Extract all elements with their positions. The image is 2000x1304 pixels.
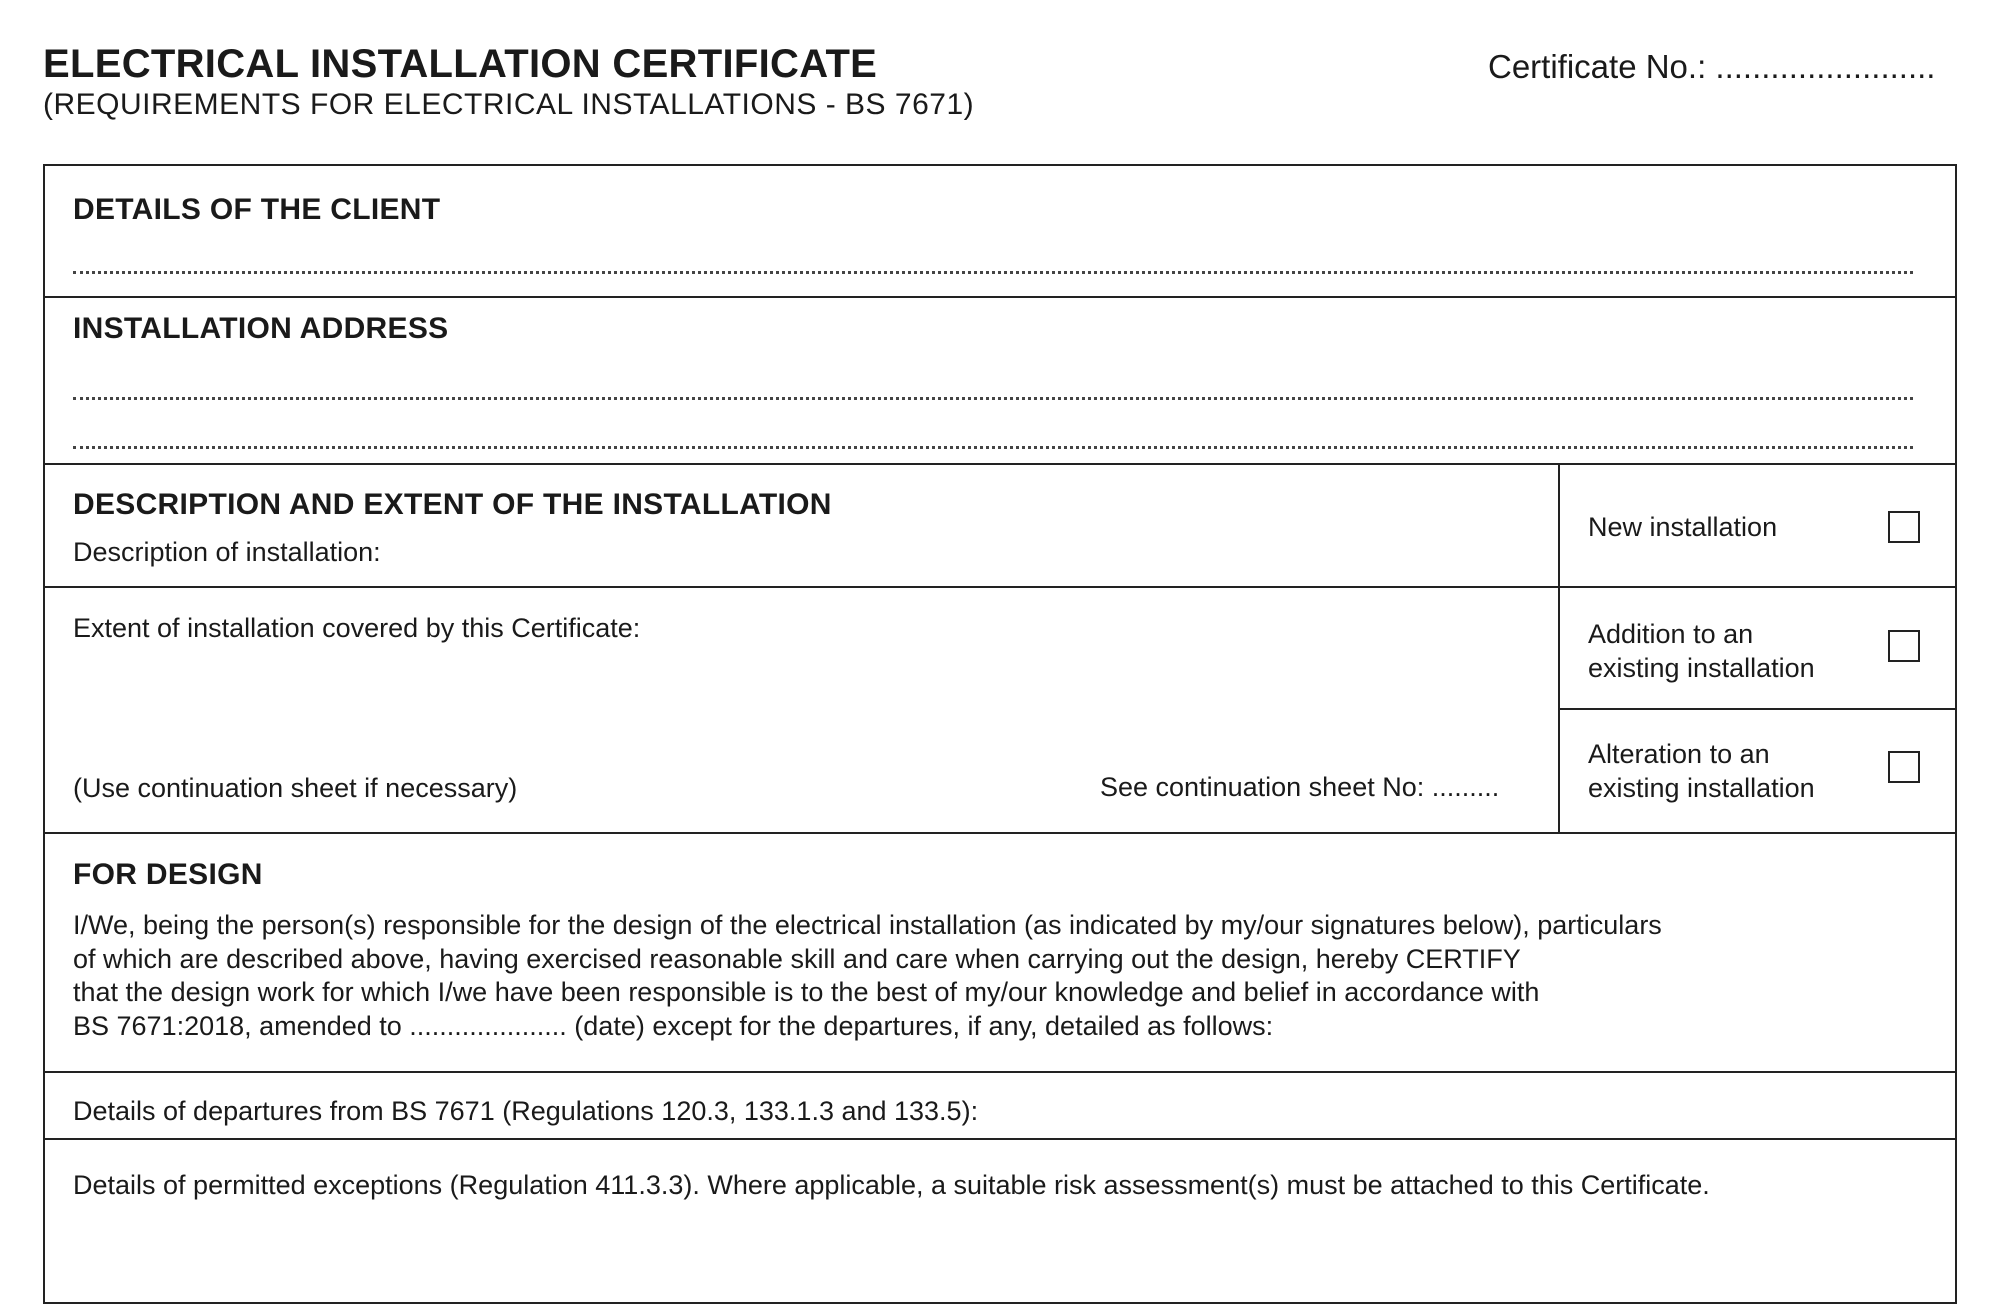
permitted-exceptions-label: Details of permitted exceptions (Regulation 411.3.3). Where applicable, a suitable risk assessment(s) must be attached to this Certificate. [73, 1170, 1710, 1200]
continuation-sheet-number[interactable]: See continuation sheet No: ......... [1100, 772, 1500, 802]
design-declaration-line: I/We, being the person(s) responsible for the design of the electrical installation (as indicated by my/our signatures below), particulars [73, 910, 1662, 940]
departures-label: Details of departures from BS 7671 (Regulations 120.3, 133.1.3 and 133.5): [73, 1096, 979, 1126]
divider [45, 296, 1955, 298]
divider [45, 832, 1955, 834]
certificate-form [43, 164, 1957, 1304]
for-design-heading: FOR DESIGN [73, 858, 263, 891]
certificate-number-field[interactable]: Certificate No.: ........................ [1488, 48, 1936, 85]
new-installation-checkbox[interactable] [1888, 511, 1920, 543]
new-installation-label: New installation [1588, 512, 1778, 542]
client-details-heading: DETAILS OF THE CLIENT [73, 193, 441, 226]
client-name-line[interactable] [73, 271, 1913, 274]
address-line-1[interactable] [73, 397, 1913, 400]
installation-address-heading: INSTALLATION ADDRESS [73, 312, 449, 345]
alteration-label-line-2: existing installation [1588, 773, 1815, 803]
divider [45, 1071, 1955, 1073]
divider [1558, 708, 1955, 710]
alteration-installation-checkbox[interactable] [1888, 751, 1920, 783]
description-heading: DESCRIPTION AND EXTENT OF THE INSTALLATION [73, 488, 832, 521]
addition-label-line-2: existing installation [1588, 653, 1815, 683]
divider [45, 1138, 1955, 1140]
divider [45, 586, 1955, 588]
design-declaration-line: BS 7671:2018, amended to ..................... (date) except for the departures, if any, detailed as follows: [73, 1010, 1274, 1041]
design-declaration-line: of which are described above, having exercised reasonable skill and care when carrying out the design, hereby CERTIFY [73, 943, 1521, 974]
extent-label: Extent of installation covered by this Certificate: [73, 613, 641, 643]
alteration-label-line-1: Alteration to an [1588, 739, 1770, 769]
address-line-2[interactable] [73, 446, 1913, 449]
description-label: Description of installation: [73, 537, 381, 567]
design-declaration [73, 909, 1823, 1043]
certificate-title: ELECTRICAL INSTALLATION CERTIFICATE [43, 42, 878, 86]
divider [45, 463, 1955, 465]
addition-installation-checkbox[interactable] [1888, 630, 1920, 662]
certificate-subtitle: (REQUIREMENTS FOR ELECTRICAL INSTALLATIONS - BS 7671) [43, 88, 975, 121]
continuation-note: (Use continuation sheet if necessary) [73, 773, 518, 803]
column-divider [1558, 463, 1560, 834]
design-declaration-line: that the design work for which I/we have been responsible is to the best of my/our knowledge and belief in accordance with [73, 977, 1540, 1007]
addition-label-line-1: Addition to an [1588, 619, 1754, 649]
